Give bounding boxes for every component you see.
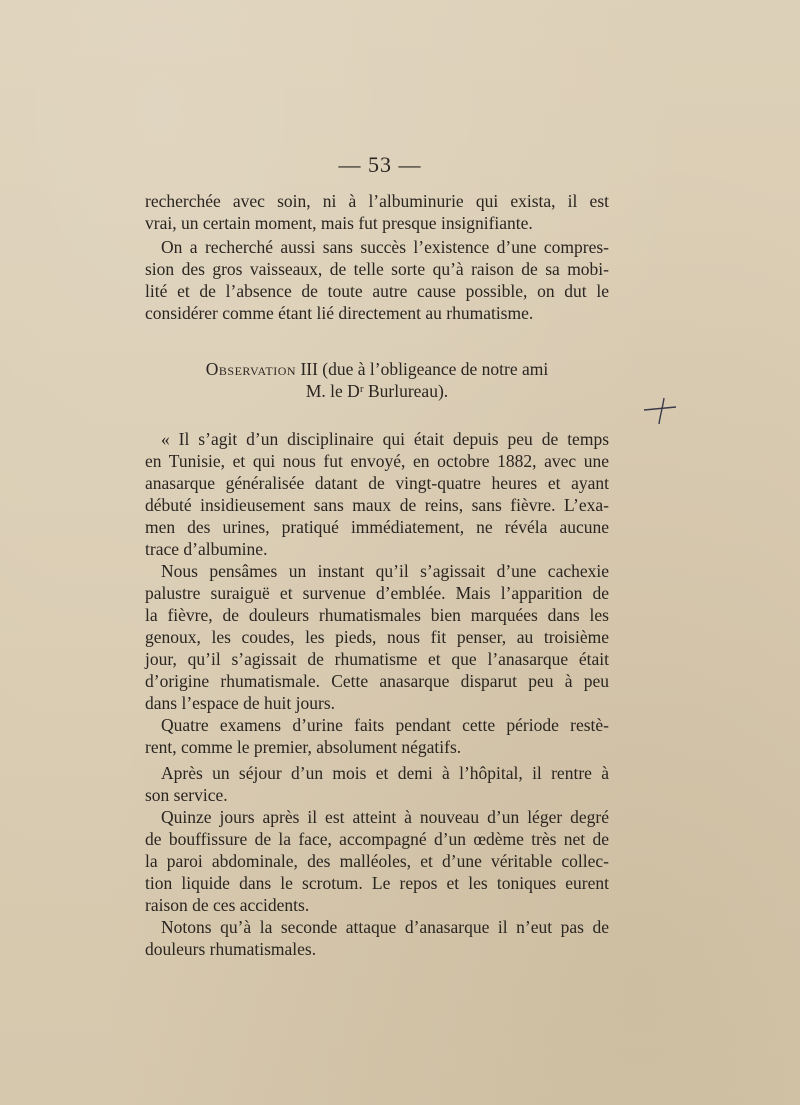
heading-text: III (due à l’obligeance de notre ami (296, 359, 549, 379)
text-line: recherchée avec soin, ni à l’albuminurie qui exista, il est (145, 191, 609, 211)
text-line: considérer comme étant lié directement au rhumatisme. (145, 303, 534, 323)
text-line: trace d’albumine. (145, 539, 268, 559)
text-line: rent, comme le premier, absolument négatifs. (145, 737, 462, 757)
text-line: On a recherché aussi sans succès l’existence d’une compres- (161, 237, 609, 257)
text-line: dans l’espace de huit jours. (145, 693, 336, 713)
text-line: Quatre examens d’urine faits pendant cette période restè- (161, 715, 609, 735)
text-line: men des urines, pratiqué immédiatement, ne révéla aucune (145, 517, 609, 537)
paragraph (145, 236, 609, 324)
paragraph (145, 762, 609, 806)
text-line: jour, qu’il s’agissait de rhumatisme et que l’anasarque était (145, 649, 609, 669)
text-line: genoux, les coudes, les pieds, nous fit penser, au troisième (145, 627, 609, 647)
paragraph (145, 428, 609, 560)
heading-label: Observation (205, 359, 297, 379)
page-number: — 53 — (338, 152, 422, 177)
text-line: raison de ces accidents. (145, 895, 310, 915)
text-line: la fièvre, de douleurs rhumatismales bien marquées dans les (145, 605, 609, 625)
paragraph-continuation (145, 190, 609, 234)
text-line: tion liquide dans le scrotum. Le repos et les toniques eurent (145, 873, 609, 893)
text-line: palustre suraiguë et survenue d’emblée. Mais l’apparition de (145, 583, 609, 603)
text-line: « Il s’agit d’un disciplinaire qui était depuis peu de temps (161, 429, 609, 449)
text-line: Quinze jours après il est atteint à nouveau d’un léger degré (161, 807, 609, 827)
text-line: la paroi abdominale, des malléoles, et d’une véritable collec- (145, 851, 609, 871)
pencil-cross-mark (642, 396, 678, 426)
text-line: vrai, un certain moment, mais fut presque insignifiante. (145, 213, 533, 233)
text-line: son service. (145, 785, 228, 805)
text-line: de bouffissure de la face, accompagné d’un œdème très net de (145, 829, 609, 849)
text-line: en Tunisie, et qui nous fut envoyé, en octobre 1882, avec une (145, 451, 609, 471)
text-line: d’origine rhumatismale. Cette anasarque disparut peu à peu (145, 671, 609, 691)
paragraph (145, 916, 609, 960)
text-line: débuté insidieusement sans maux de reins, sans fièvre. L’exa- (145, 495, 609, 515)
text-line: Notons qu’à la seconde attaque d’anasarque il n’eut pas de (161, 917, 609, 937)
heading-line: M. le Dʳ Burlureau). (305, 381, 449, 401)
text-line: Nous pensâmes un instant qu’il s’agissait d’une cachexie (161, 561, 609, 581)
paragraph (145, 806, 609, 916)
observation-heading (145, 358, 609, 402)
text-line: douleurs rhumatismales. (145, 939, 317, 959)
text-line: lité et de l’absence de toute autre cause possible, on dut le (145, 281, 609, 301)
text-line: anasarque généralisée datant de vingt-quatre heures et ayant (145, 473, 609, 493)
text-line: sion des gros vaisseaux, de telle sorte qu’à raison de sa mobi- (145, 259, 609, 279)
heading-line (145, 358, 609, 380)
text-line: Après un séjour d’un mois et demi à l’hôpital, il rentre à (161, 763, 609, 783)
paragraph (145, 560, 609, 714)
paragraph (145, 714, 609, 758)
